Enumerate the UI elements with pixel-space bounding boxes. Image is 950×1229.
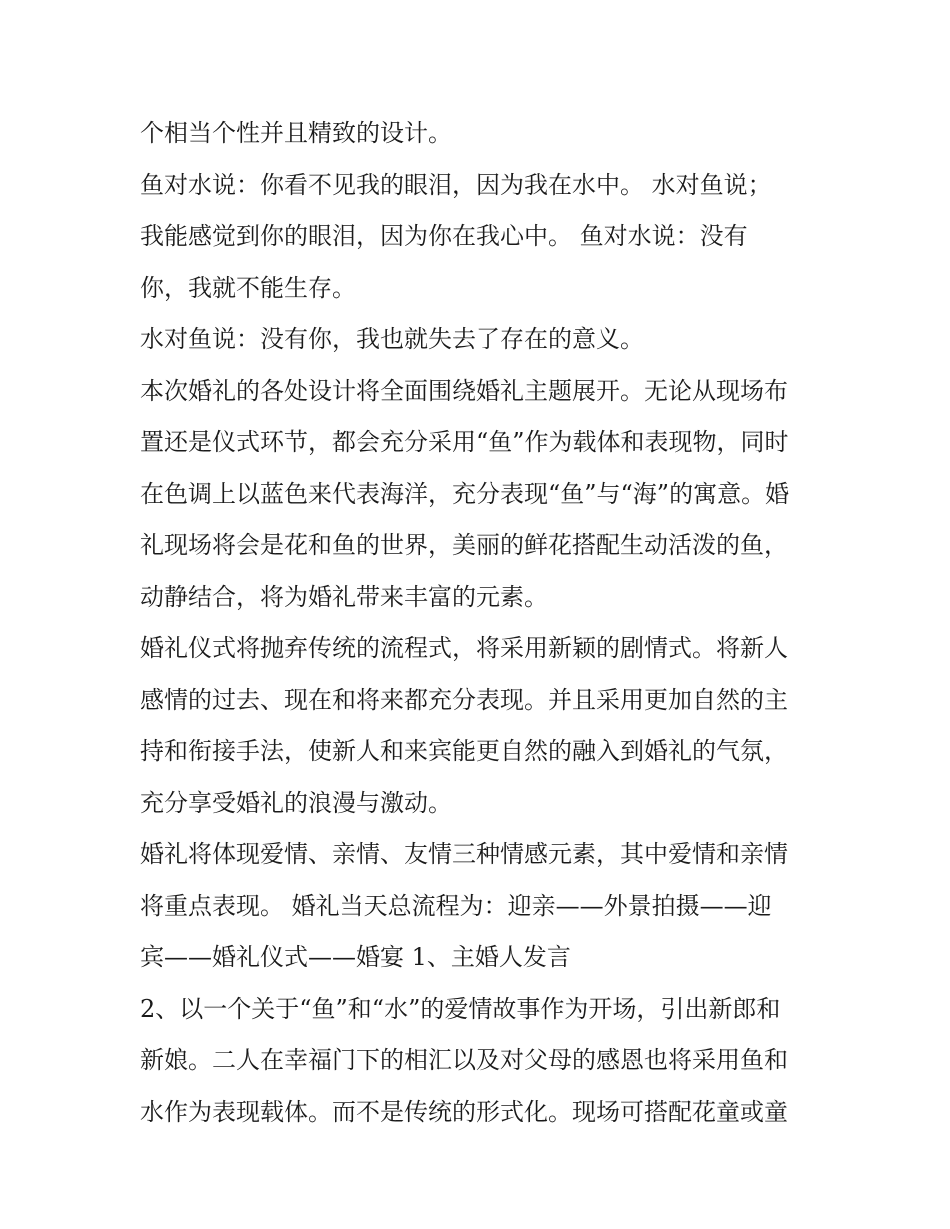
text-line: 婚礼将体现爱情、亲情、友情三种情感元素，其中爱情和亲情 — [140, 840, 788, 868]
text-line: 礼现场将会是花和鱼的世界，美丽的鲜花搭配生动活泼的鱼， — [140, 531, 788, 559]
text-line: 水对鱼说：没有你，我也就失去了存在的意义。 — [140, 325, 644, 353]
text-line: 2、以一个关于“鱼”和“水”的爱情故事作为开场，引出新郎和 — [140, 994, 781, 1023]
text-line: 持和衔接手法，使新人和来宾能更自然的融入到婚礼的气氛， — [140, 737, 788, 765]
text-line: 我能感觉到你的眼泪，因为你在我心中。 鱼对水说：没有 — [140, 222, 748, 250]
text-line: 感情的过去、现在和将来都充分表现。并且采用更加自然的主 — [140, 685, 788, 714]
text-line: 婚礼仪式将抛弃传统的流程式，将采用新颖的剧情式。将新人 — [140, 634, 788, 662]
text-line: 置还是仪式环节，都会充分采用“鱼”作为载体和表现物，同时 — [140, 428, 789, 456]
text-line: 将重点表现。 婚礼当天总流程为：迎亲——外景拍摄——迎 — [140, 891, 772, 920]
text-line: 本次婚礼的各处设计将全面围绕婚礼主题展开。无论从现场布 — [140, 376, 788, 405]
text-line: 在色调上以蓝色来代表海洋，充分表现“鱼”与“海”的寓意。婚 — [140, 479, 790, 508]
text-line: 动静结合，将为婚礼带来丰富的元素。 — [140, 582, 548, 611]
text-line: 你，我就不能生存。 — [140, 273, 356, 302]
document-body — [140, 108, 812, 1138]
text-line: 鱼对水说：你看不见我的眼泪，因为我在水中。 水对鱼说； — [140, 170, 772, 199]
text-line: 宾——婚礼仪式——婚宴 1、主婚人发言 — [140, 943, 571, 971]
text-line: 充分享受婚礼的浪漫与激动。 — [140, 788, 452, 817]
text-line: 水作为表现载体。而不是传统的形式化。现场可搭配花童或童 — [140, 1097, 788, 1126]
text-line: 新娘。二人在幸福门下的相汇以及对父母的感恩也将采用鱼和 — [140, 1046, 788, 1074]
text-line: 个相当个性并且精致的设计。 — [140, 119, 452, 147]
